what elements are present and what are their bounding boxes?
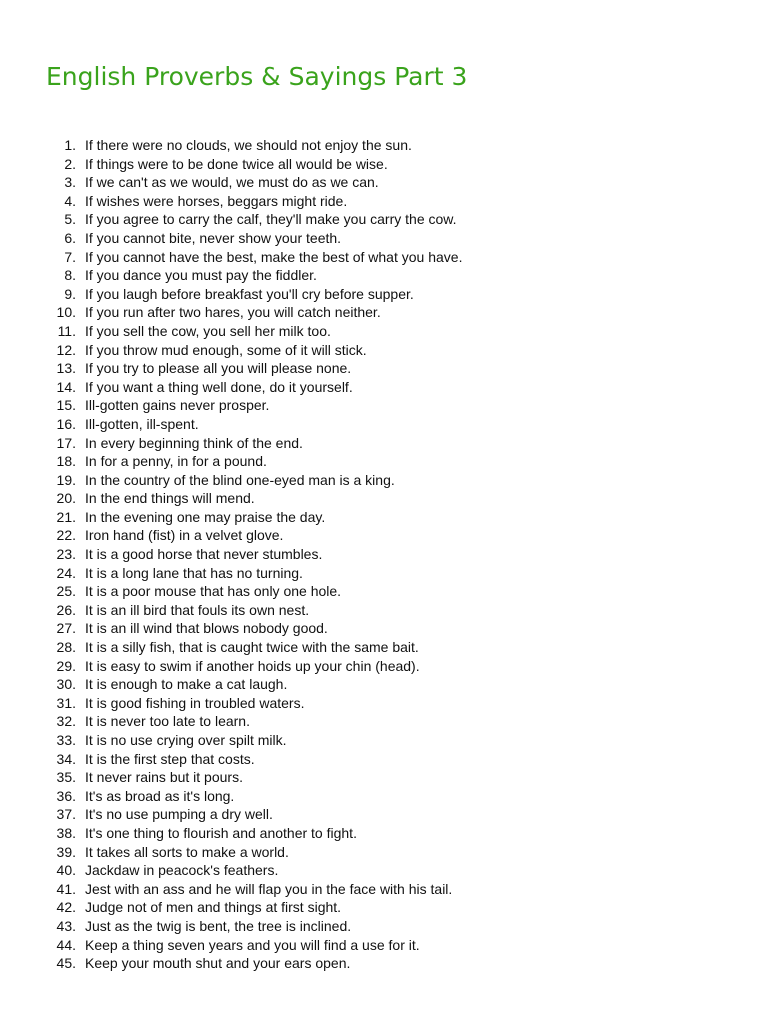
item-number: 45. xyxy=(56,955,76,972)
item-text: It is good fishing in troubled waters. xyxy=(85,694,305,711)
item-text: Judge not of men and things at first sight. xyxy=(85,899,342,916)
item-number: 42. xyxy=(56,899,76,916)
item-text: Jackdaw in peacock's feathers. xyxy=(85,862,279,879)
item-text: It takes all sorts to make a world. xyxy=(85,843,289,860)
item-text: If you run after two hares, you will catch neither. xyxy=(85,304,381,321)
item-number: 21. xyxy=(56,508,76,525)
item-number: 31. xyxy=(56,694,76,711)
item-number: 20. xyxy=(56,490,76,507)
item-number: 30. xyxy=(56,676,76,693)
item-number: 4. xyxy=(64,192,76,209)
item-text: Ill-gotten, ill-spent. xyxy=(85,415,199,432)
item-number: 39. xyxy=(56,843,76,860)
item-number: 24. xyxy=(56,564,76,581)
item-text: If you want a thing well done, do it yourself. xyxy=(85,378,353,395)
item-number: 37. xyxy=(56,806,76,823)
item-text: In every beginning think of the end. xyxy=(85,434,303,451)
item-text: It's as broad as it's long. xyxy=(85,787,235,804)
item-text: If you dance you must pay the fiddler. xyxy=(85,267,317,284)
item-number: 23. xyxy=(56,546,76,563)
item-number: 38. xyxy=(56,824,76,841)
item-text: If you laugh before breakfast you'll cry before supper. xyxy=(85,285,414,302)
item-text: It is an ill wind that blows nobody good. xyxy=(85,620,328,637)
page-title: English Proverbs & Sayings Part 3 xyxy=(46,62,468,91)
item-text: It is never too late to learn. xyxy=(85,713,250,730)
item-text: It's no use pumping a dry well. xyxy=(85,806,273,823)
item-number: 12. xyxy=(56,341,76,358)
item-number: 26. xyxy=(56,601,76,618)
item-number: 22. xyxy=(56,527,76,544)
item-text: It is an ill bird that fouls its own nest. xyxy=(85,601,310,618)
item-text: It never rains but it pours. xyxy=(85,769,243,786)
item-text: In the evening one may praise the day. xyxy=(85,508,326,525)
item-number: 18. xyxy=(56,453,76,470)
item-number: 14. xyxy=(56,378,76,395)
item-number: 15. xyxy=(56,397,76,414)
item-number: 33. xyxy=(56,732,76,748)
item-number: 27. xyxy=(56,620,76,637)
item-number: 11. xyxy=(57,322,76,339)
item-text: In for a penny, in for a pound. xyxy=(85,453,267,470)
item-text: Jest with an ass and he will flap you in the face with his tail. xyxy=(85,880,453,897)
item-text: It is the first step that costs. xyxy=(85,750,255,767)
item-text: If you sell the cow, you sell her milk too. xyxy=(85,322,331,339)
item-text: If you throw mud enough, some of it will stick. xyxy=(85,341,367,358)
item-text: It's one thing to flourish and another to fight. xyxy=(85,824,357,841)
item-text: If we can't as we would, we must do as we can. xyxy=(85,174,379,191)
item-number: 5. xyxy=(64,211,76,228)
item-number: 36. xyxy=(56,787,76,804)
item-number: 28. xyxy=(56,639,76,656)
item-text: It is a silly fish, that is caught twice with the same bait. xyxy=(85,639,419,656)
item-number: 8. xyxy=(64,267,76,284)
item-text: Ill-gotten gains never prosper. xyxy=(85,397,270,414)
item-text: It is easy to swim if another hoids up your chin (head). xyxy=(85,657,420,674)
item-text: If you cannot bite, never show your teeth. xyxy=(85,229,342,246)
item-number: 16. xyxy=(56,415,76,432)
item-number: 29. xyxy=(56,657,76,674)
item-text: Just as the twig is bent, the tree is inclined. xyxy=(85,917,352,934)
item-number: 43. xyxy=(56,917,76,934)
item-number: 32. xyxy=(56,713,76,730)
item-number: 6. xyxy=(64,229,76,246)
item-number: 7. xyxy=(64,248,76,265)
item-text: If things were to be done twice all would be wise. xyxy=(85,155,388,172)
item-number: 17. xyxy=(56,434,76,451)
item-text: In the end things will mend. xyxy=(85,490,255,507)
item-text: If there were no clouds, we should not enjoy the sun. xyxy=(85,137,412,153)
item-number: 10. xyxy=(56,304,76,321)
item-text: If you try to please all you will please none. xyxy=(85,360,352,377)
item-number: 40. xyxy=(56,862,76,879)
item-number: 41. xyxy=(56,880,76,897)
item-number: 19. xyxy=(56,471,76,488)
item-number: 44. xyxy=(56,936,76,953)
item-text: It is a good horse that never stumbles. xyxy=(85,546,323,563)
item-text: If you agree to carry the calf, they'll make you carry the cow. xyxy=(85,211,457,228)
item-number: 2. xyxy=(64,155,76,172)
item-text: It is no use crying over spilt milk. xyxy=(85,732,287,748)
item-text: It is enough to make a cat laugh. xyxy=(85,676,288,693)
item-text: Iron hand (fist) in a velvet glove. xyxy=(85,527,284,544)
item-text: It is a poor mouse that has only one hole. xyxy=(85,583,342,600)
item-number: 1. xyxy=(64,137,76,153)
item-text: In the country of the blind one-eyed man is a king. xyxy=(85,471,395,488)
item-text: Keep your mouth shut and your ears open. xyxy=(85,955,351,972)
item-number: 13. xyxy=(56,360,76,377)
item-text: If wishes were horses, beggars might ride. xyxy=(85,192,348,209)
item-text: If you cannot have the best, make the best of what you have. xyxy=(85,248,463,265)
item-number: 25. xyxy=(56,583,76,600)
item-text: Keep a thing seven years and you will find a use for it. xyxy=(85,936,420,953)
item-text: It is a long lane that has no turning. xyxy=(85,564,303,581)
item-number: 34. xyxy=(56,750,76,767)
item-number: 35. xyxy=(56,769,76,786)
item-number: 3. xyxy=(64,174,76,191)
item-number: 9. xyxy=(64,285,76,302)
